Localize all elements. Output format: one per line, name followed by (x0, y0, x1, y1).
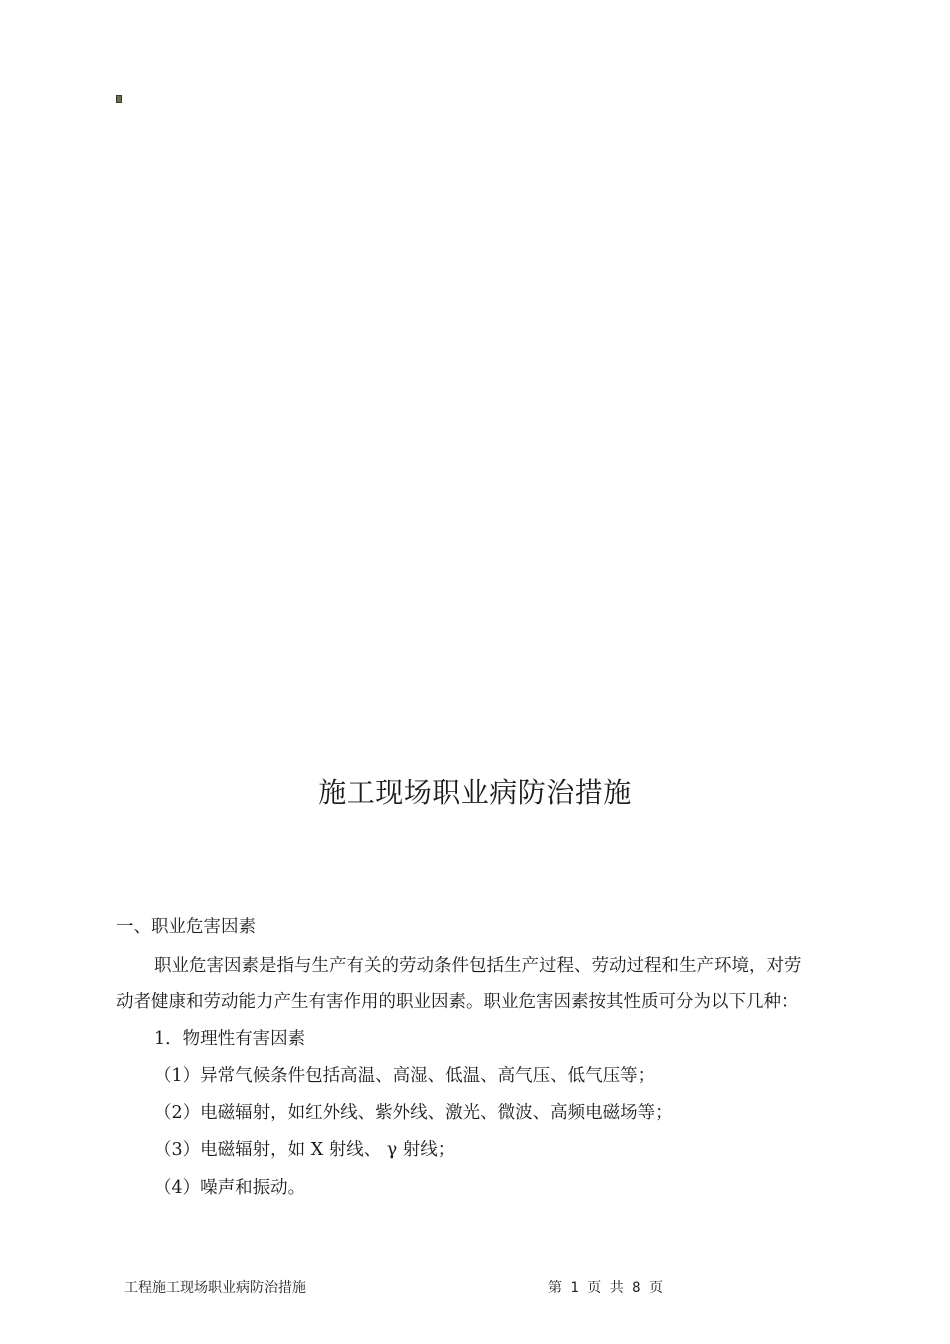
document-title: 施工现场职业病防治措施 (318, 776, 632, 809)
section-heading: 一、职业危害因素 (116, 917, 256, 937)
list-item: （2）电磁辐射，如红外线、紫外线、激光、微波、高频电磁场等； (154, 1103, 673, 1123)
list-item: （3）电磁辐射，如 X 射线、 γ 射线； (154, 1140, 456, 1160)
footer-page-number: 第 1 页 共 8 页 (548, 1280, 664, 1296)
list-item: （4）噪声和振动。 (154, 1178, 306, 1198)
paragraph-line-2: 动者健康和劳动能力产生有害作用的职业因素。职业危害因素按其性质可分为以下几种： (116, 992, 799, 1012)
corner-mark-icon (116, 95, 122, 103)
footer-document-name: 工程施工现场职业病防治措施 (124, 1280, 306, 1296)
list-item: （1）异常气候条件包括高温、高湿、低温、高气压、低气压等； (154, 1066, 656, 1086)
list-heading: 1．物理性有害因素 (154, 1029, 306, 1049)
paragraph-line-1: 职业危害因素是指与生产有关的劳动条件包括生产过程、劳动过程和生产环境，对劳 (154, 956, 802, 976)
